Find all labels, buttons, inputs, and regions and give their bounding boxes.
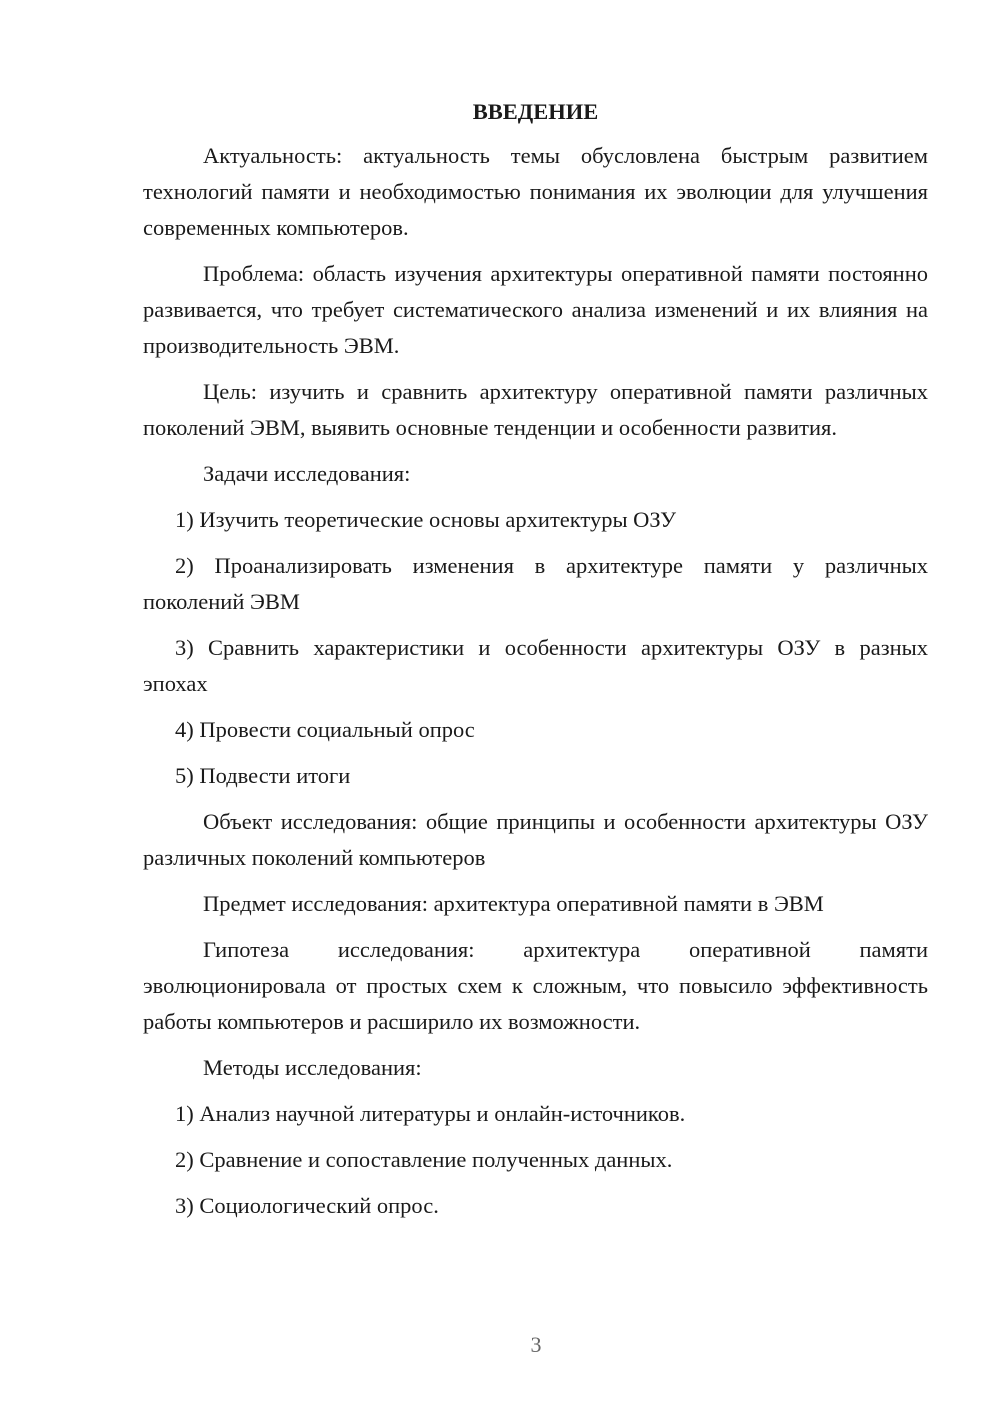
- tasks-title: Задачи исследования:: [203, 461, 411, 486]
- method-item: 3) Социологический опрос.: [175, 1193, 439, 1218]
- method-item: 2) Сравнение и сопоставление полученных данных.: [175, 1147, 673, 1172]
- task-item: 3) Сравнить характеристики и особенности архитектуры ОЗУ в разных эпохах: [143, 635, 928, 696]
- methods-title: Методы исследования:: [203, 1055, 422, 1080]
- task-item: 4) Провести социальный опрос: [175, 717, 475, 742]
- method-item: 1) Анализ научной литературы и онлайн-источников.: [175, 1101, 686, 1126]
- task-item: 2) Проанализировать изменения в архитектуре памяти у различных поколений ЭВМ: [143, 553, 928, 614]
- page-number: 3: [530, 1332, 542, 1357]
- relevance-paragraph: Актуальность: актуальность темы обусловлена быстрым развитием технологий памяти и необходимостью понимания их эволюции для улучшения современных компьютеров.: [143, 143, 928, 240]
- object-paragraph: Объект исследования: общие принципы и особенности архитектуры ОЗУ различных поколений компьютеров: [143, 809, 928, 870]
- hypothesis-paragraph: Гипотеза исследования: архитектура оперативной памяти эволюционировала от простых схем к сложным, что повысило эффективность работы компьютеров и расширило их возможности.: [143, 937, 928, 1034]
- task-item: 1) Изучить теоретические основы архитектуры ОЗУ: [175, 507, 677, 532]
- goal-paragraph: Цель: изучить и сравнить архитектуру оперативной памяти различных поколений ЭВМ, выявить основные тенденции и особенности развития.: [143, 379, 928, 440]
- document-page: [143, 96, 928, 1234]
- task-item: 5) Подвести итоги: [175, 763, 351, 788]
- section-heading: ВВЕДЕНИЕ: [472, 99, 599, 124]
- subject-paragraph: Предмет исследования: архитектура оперативной памяти в ЭВМ: [203, 891, 824, 916]
- problem-paragraph: Проблема: область изучения архитектуры оперативной памяти постоянно развивается, что требует систематического анализа изменений и их влияния на производительность ЭВМ.: [143, 261, 928, 358]
